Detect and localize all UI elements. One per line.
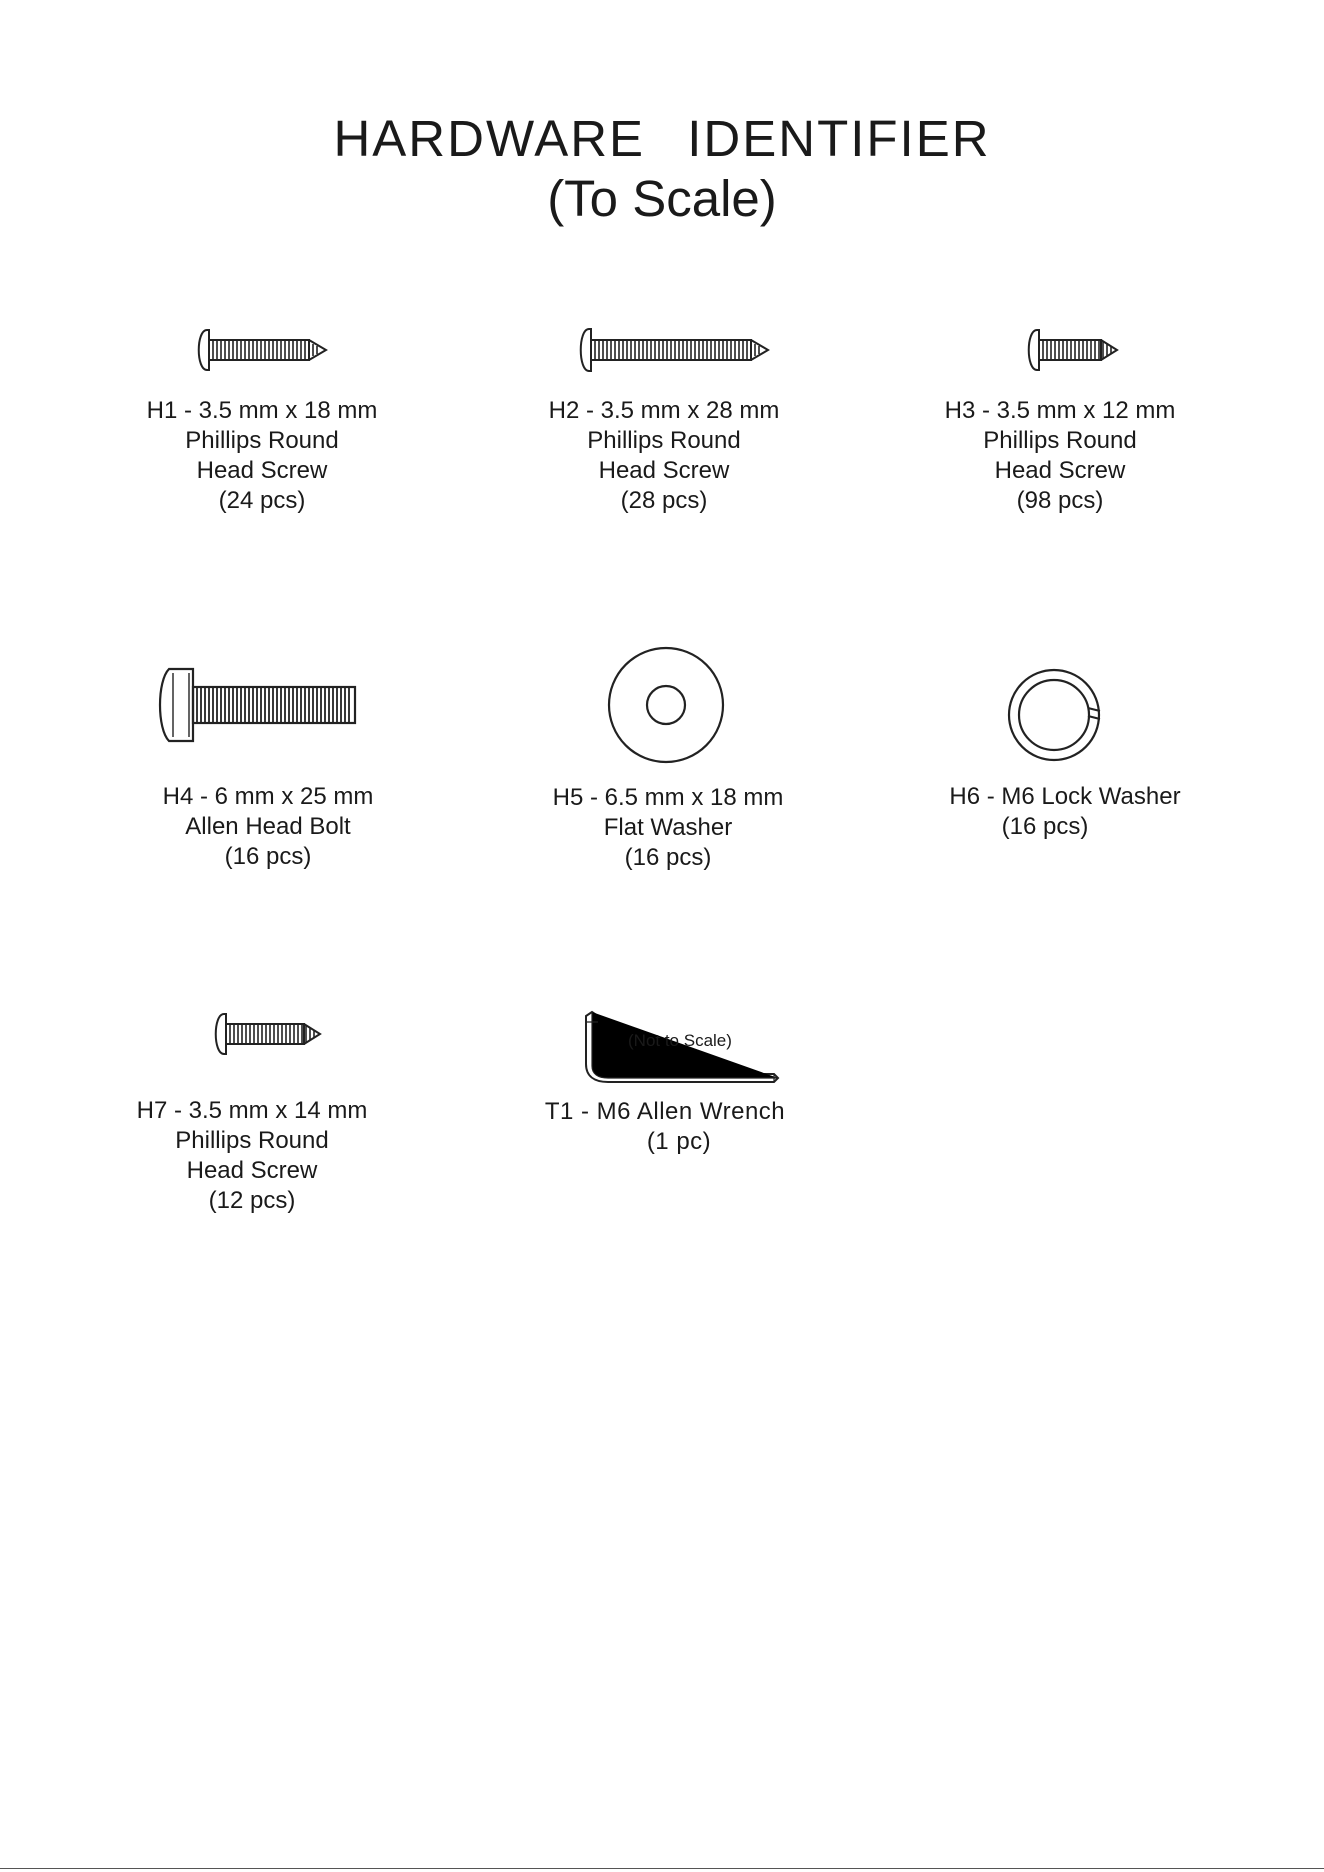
item-quantity: (1 pc) (646, 1128, 712, 1155)
screw-icon (210, 1010, 322, 1058)
item-label-h3 (900, 396, 1220, 516)
item-type: Head Screw (598, 457, 730, 484)
item-code: H6 - M6 Lock Washer (949, 783, 1181, 810)
item-quantity: (16 pcs) (624, 844, 712, 871)
item-label-h1 (102, 396, 422, 516)
item-label-h5 (508, 783, 828, 873)
item-label-h7 (92, 1096, 412, 1216)
item-type: Head Screw (186, 1157, 318, 1184)
item-quantity: (12 pcs) (208, 1187, 296, 1214)
item-type: Phillips Round (175, 1127, 329, 1154)
item-label-h4 (108, 782, 428, 872)
item-type: Head Screw (994, 457, 1126, 484)
item-code: H3 - 3.5 mm x 12 mm (944, 397, 1176, 424)
item-code: H1 - 3.5 mm x 18 mm (146, 397, 378, 424)
item-type: Phillips Round (983, 427, 1137, 454)
item-quantity: (28 pcs) (620, 487, 708, 514)
bottom-border-line (0, 1868, 1324, 1869)
item-type: Phillips Round (185, 427, 339, 454)
page-title: HARDWARE IDENTIFIER (333, 110, 991, 167)
screw-icon (575, 325, 771, 375)
item-quantity: (24 pcs) (218, 487, 306, 514)
item-code: H5 - 6.5 mm x 18 mm (552, 784, 784, 811)
item-type: Allen Head Bolt (185, 813, 351, 840)
page-subtitle: (To Scale) (547, 170, 777, 227)
item-label-h2 (504, 396, 824, 516)
item-label-t1 (505, 1097, 825, 1157)
lock-washer-icon (1006, 667, 1102, 763)
item-type: Head Screw (196, 457, 328, 484)
item-quantity: (98 pcs) (1016, 487, 1104, 514)
flat-washer-icon (606, 645, 726, 765)
item-code: T1 - M6 Allen Wrench (544, 1098, 786, 1125)
item-quantity: (16 pcs) (224, 843, 312, 870)
item-code: H4 - 6 mm x 25 mm (162, 783, 374, 810)
item-code: H7 - 3.5 mm x 14 mm (136, 1097, 368, 1124)
item-type: Flat Washer (603, 814, 733, 841)
bolt-icon (155, 665, 360, 745)
item-quantity: (16 pcs) (1001, 813, 1089, 840)
screw-icon (1023, 326, 1119, 374)
screw-icon (193, 326, 329, 374)
item-label-h6 (905, 782, 1225, 842)
item-code: H2 - 3.5 mm x 28 mm (548, 397, 780, 424)
item-type: Phillips Round (587, 427, 741, 454)
not-to-scale-note: (Not to Scale) (628, 1031, 732, 1050)
